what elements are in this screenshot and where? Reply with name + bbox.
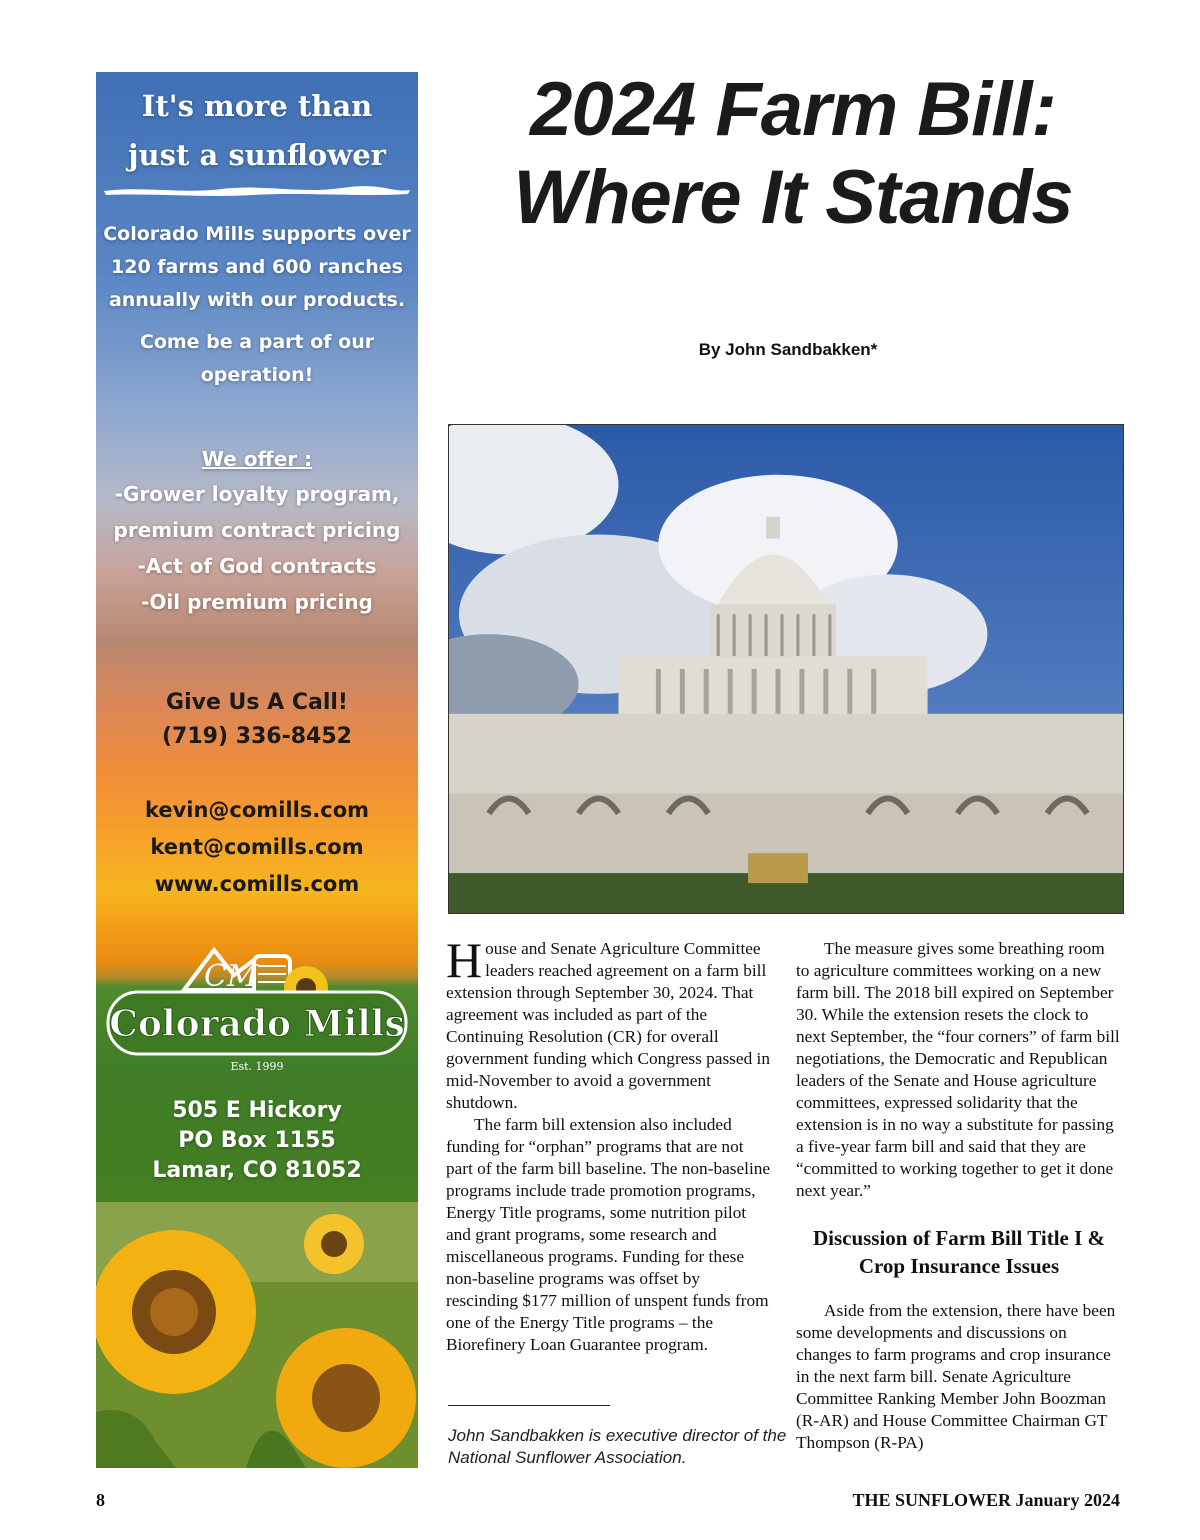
section-subheading: Discussion of Farm Bill Title I & Crop Insurance Issues — [812, 1226, 1106, 1278]
author-footnote: John Sandbakken is executive director of the National Sunflower Association. — [448, 1426, 787, 1467]
call-heading: Give Us A Call! — [166, 690, 348, 715]
ad-address: 505 E Hickory PO Box 1155 Lamar, CO 81052 — [152, 1098, 362, 1183]
offer-item: -Grower loyalty program, — [114, 482, 400, 506]
footnote-divider — [448, 1405, 610, 1406]
article-paragraph: The farm bill extension also included funding for “orphan” programs that are not part of the farm bill baseline. The non-baseline programs include trade promotion programs, Energy Title programs, some nutrition pilot and grant programs, some research and miscellaneous programs. Funding for these non-baseline programs was offset by rescinding $177 million of unspent funds from one of the Energy Title programs – the Biorefinery Loan Guarantee program. — [446, 1115, 771, 1354]
article-paragraph: Aside from the extension, there have been some developments and discussions on changes to farm programs and crop insurance in the next farm bill. Senate Agriculture Committee Ranking Member John Boozman (R-AR) and House Committee Chairman GT Thompson (R-PA) — [796, 1301, 1116, 1452]
publication-footer: THE SUNFLOWER January 2024 — [852, 1490, 1120, 1510]
ad-offer-heading: We offer : — [201, 447, 313, 471]
colorado-mills-logo — [104, 930, 410, 1090]
email-kent: kent@comills.com — [150, 835, 364, 859]
colorado-mills-ad — [96, 72, 418, 1468]
article-headline: 2024 Farm Bill: Where It Stands — [513, 67, 1073, 240]
sunflower-icon — [96, 1230, 256, 1394]
brush-stroke-divider — [102, 184, 412, 198]
sunflower-icon — [304, 1214, 364, 1274]
ad-call-block — [96, 686, 418, 754]
ad-invite-text: Come be a part of our operation! — [139, 331, 375, 386]
article-column-1 — [446, 932, 774, 1356]
offer-item: premium contract pricing — [113, 518, 401, 542]
drop-cap: H — [446, 932, 483, 988]
byline: By John Sandbakken* — [698, 340, 878, 359]
ad-contact-block — [96, 792, 418, 903]
svg-text:Est. 1999: Est. 1999 — [230, 1060, 284, 1073]
sunflower-icon — [276, 1328, 416, 1468]
ad-title: It's more than just a sunflower — [128, 89, 386, 172]
svg-text:CM: CM — [204, 959, 258, 994]
offer-item: -Oil premium pricing — [141, 590, 373, 614]
article-paragraph: The measure gives some breathing room to agriculture committees working on a new farm bill. The 2018 bill expired on September 30. While the extension resets the clock to next September, the “four corners” of farm bill negotiations, the Democratic and Republican leaders of the Senate and House agriculture committees, expressed solidarity that the extension is in no way a substitute for passing a five-year farm bill and said that they are “committed to working together to get it done next year.” — [796, 939, 1120, 1200]
website-link: www.comills.com — [154, 872, 360, 896]
page-number: 8 — [96, 1490, 105, 1510]
phone-number: (719) 336-8452 — [162, 724, 352, 749]
email-kevin: kevin@comills.com — [144, 798, 370, 822]
article-column-2 — [796, 938, 1122, 1454]
ad-offer-list — [96, 476, 418, 620]
sunflower-field-image — [96, 1202, 418, 1468]
svg-text:Colorado Mills: Colorado Mills — [109, 1003, 405, 1045]
capitol-building-photo — [448, 424, 1124, 914]
offer-item: -Act of God contracts — [137, 554, 377, 578]
article-paragraph: House and Senate Agriculture Committee leaders reached agreement on a farm bill extension through September 30, 2024. That agreement was included as part of the Continuing Resolution (CR) for overall government funding which Congress passed in mid-November to avoid a government shutdown. — [446, 932, 770, 1112]
ad-support-text: Colorado Mills supports over 120 farms and 600 ranches annually with our products. — [103, 223, 411, 311]
